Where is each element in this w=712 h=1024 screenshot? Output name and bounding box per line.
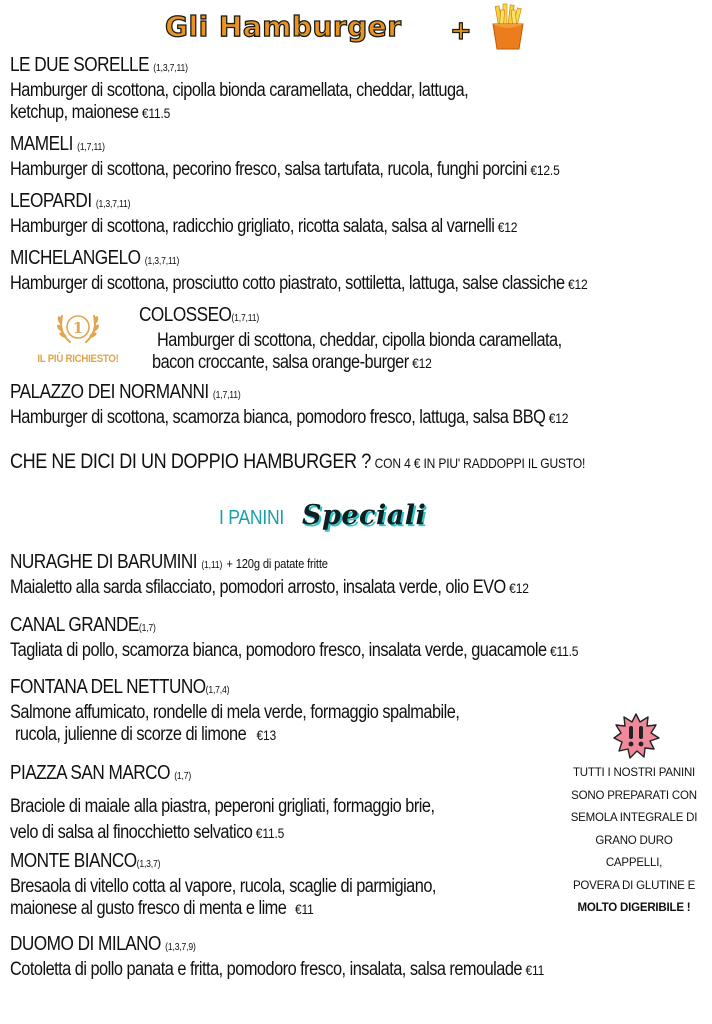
item-name: DUOMO DI MILANO (1,3,7,9) [10,933,196,955]
note-line: POVERA DI GLUTINE E [572,879,696,892]
item-price: €12 [548,410,569,426]
note-emphasis: MOLTO DIGERIBILE ! [577,902,691,914]
item-name: MICHELANGELO (1,3,7,11) [10,247,180,269]
section-prefix: I PANINI [219,507,285,529]
item-price: €12 [509,580,529,596]
item-price: €12 [497,219,518,235]
item-price: €12 [412,355,432,371]
item-description: Hamburger di scottona, cheddar, cipolla bionda caramellata, [157,330,562,351]
menu-item [10,850,550,920]
item-description: Cotoletta di pollo panata e fritta, pomodoro fresco, insalata, salsa remoulade €11 [10,959,545,980]
item-description: Tagliata di pollo, scamorza bianca, pomodoro fresco, insalata verde, guacamole €11.5 [10,640,579,661]
most-requested-badge [30,308,126,366]
menu-item [10,247,700,295]
section-title: Speciali [302,500,427,531]
item-description: ketchup, maionese €11.5 [10,102,171,123]
note-line: SONO PREPARATI CON [571,789,697,802]
item-price: €11.5 [549,643,579,659]
flour-note [566,762,702,920]
note-line: GRANO DURO CAPPELLI, [595,834,673,869]
menu-item [10,54,700,124]
item-price: €11 [294,901,314,917]
item-description: bacon croccante, salsa orange-burger €12 [152,352,432,373]
menu-item [10,614,700,662]
item-name: COLOSSEO(1,7,11) [139,304,260,326]
item-description: velo di salsa al finocchietto selvatico €11.5 [10,822,285,843]
item-description: Salmone affumicato, rondelle di mela verde, formaggio spalmabile, [10,702,460,723]
note-line: TUTTI I NOSTRI PANINI [572,767,696,779]
item-name: MONTE BIANCO(1,3,7) [10,850,161,872]
item-description: Braciole di maiale alla piastra, peperoni grigliati, formaggio brie, [10,796,435,817]
menu-item [10,190,700,238]
item-price: €12 [567,276,588,292]
item-name: LE DUE SORELLE (1,3,7,11) [10,54,188,76]
offer-answer: CON 4 € IN PIU' RADDOPPI IL GUSTO! [374,455,586,471]
item-price: €11.5 [141,105,171,121]
item-name: FONTANA DEL NETTUNO(1,7,4) [10,676,230,698]
menu-item [10,933,700,981]
menu-item [10,381,700,429]
badge-number: 1 [72,319,84,337]
item-description: Hamburger di scottona, scamorza bianca, pomodoro fresco, lattuga, salsa BBQ €12 [10,407,569,428]
item-description: Hamburger di scottona, pecorino fresco, salsa tartufata, rucola, funghi porcini €12.5 [10,159,560,180]
item-description: Hamburger di scottona, prosciutto cotto piastrato, sottiletta, lattuga, salse classiche €12 [10,273,588,294]
item-description: maionese al gusto fresco di menta e lime €11 [10,898,314,919]
item-name: PIAZZA SAN MARCO (1,7) [10,762,192,784]
title-plus: + [450,16,472,46]
item-name: PALAZZO DEI NORMANNI (1,7,11) [10,381,241,403]
double-burger-offer [10,450,585,474]
item-description: Maialetto alla sarda sfilacciato, pomodori arrosto, insalata verde, olio EVO €12 [10,577,529,598]
menu-item [139,304,699,374]
exclamation-burst-icon [612,712,660,760]
badge-label: IL PIÙ RICHIESTO! [37,353,119,365]
french-fries-icon [489,2,527,50]
item-name: NURAGHE DI BARUMINI (1,11) + 120g di patate fritte [10,551,328,573]
item-description: Hamburger di scottona, cipolla bionda caramellata, cheddar, lattuga, [10,80,469,101]
offer-question: CHE NE DICI DI UN DOPPIO HAMBURGER ? [10,450,371,473]
item-price: €11.5 [255,825,285,841]
item-name: MAMELI (1,7,11) [10,133,105,155]
item-description: Hamburger di scottona, radicchio grigliato, ricotta salata, salsa al varnelli €12 [10,216,518,237]
laurel-wreath-icon [54,308,102,348]
item-description: rucola, julienne di scorze di limone €13 [15,724,277,745]
menu-item [10,676,700,746]
item-name: CANAL GRANDE(1,7) [10,614,156,636]
item-name: LEOPARDI (1,3,7,11) [10,190,131,212]
menu-item [10,133,700,181]
item-description: Bresaola di vitello cotta al vapore, rucola, scaglie di parmigiano, [10,876,436,897]
page-title: Gli Hamburger [165,10,402,43]
menu-item [10,762,550,846]
item-price: €11 [525,962,545,978]
item-price: €13 [256,727,277,743]
menu-item [10,551,700,599]
item-price: €12.5 [530,162,560,178]
note-line: SEMOLA INTEGRALE DI [570,812,698,824]
